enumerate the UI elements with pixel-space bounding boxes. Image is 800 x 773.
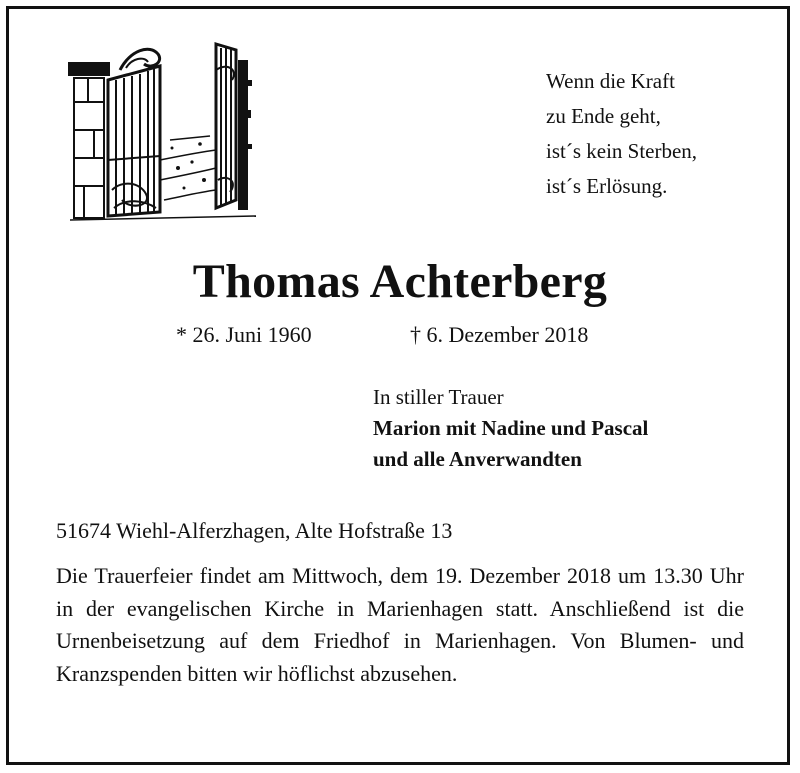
funeral-notice-text: Die Trauerfeier findet am Mittwoch, dem 19. Dezember 2018 um 13.30 Uhr in der evangelischen Kirche in Marienhagen statt. Anschließend ist die Urnenbeisetzung auf dem Friedhof in Marienhagen. Von Blumen- und Kranzspenden bitten wir höflichst abzusehen.	[56, 563, 744, 686]
mourners-family: Marion mit Nadine und Pascal	[373, 416, 649, 440]
mourners-intro: In stiller Trauer	[373, 385, 504, 409]
mourners-relatives: und alle Anverwandten	[373, 447, 582, 471]
open-gate-icon	[60, 40, 260, 226]
poem-line: ist´s kein Sterben,	[546, 139, 698, 163]
poem-line: ist´s Erlösung.	[546, 174, 668, 198]
poem-line: Wenn die Kraft	[546, 69, 675, 93]
address: 51674 Wiehl-Alferzhagen, Alte Hofstraße 13	[56, 518, 453, 543]
poem-line: zu Ende geht,	[546, 104, 661, 128]
deceased-name: Thomas Achterberg	[192, 255, 608, 308]
birth-date: * 26. Juni 1960	[176, 322, 312, 347]
mourners-block	[373, 382, 648, 475]
poem	[546, 64, 697, 204]
death-date: † 6. Dezember 2018	[410, 322, 589, 347]
